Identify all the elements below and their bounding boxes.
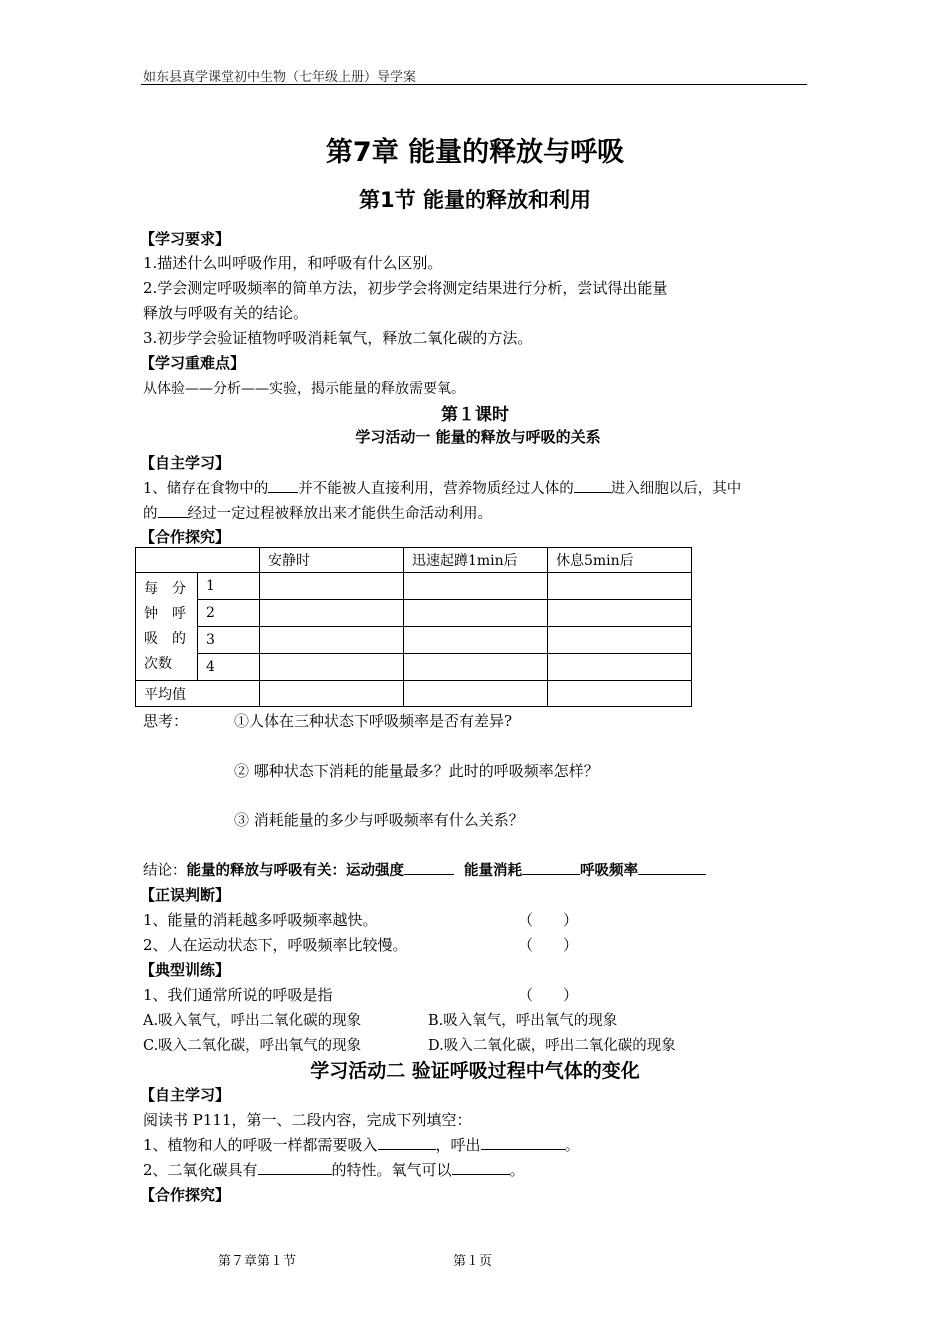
- chapter-title: 第7章 能量的释放与呼吸: [325, 137, 625, 168]
- row-label-line: 每 分: [144, 580, 186, 597]
- key-points-heading: 【学习重难点】: [140, 354, 246, 372]
- exhale-blank[interactable]: [481, 1135, 565, 1150]
- self-study-q1-line2: [143, 502, 492, 523]
- judge-2-answer[interactable]: （ ）: [518, 936, 579, 954]
- requirement-3: 3.初步学会验证植物呼吸消耗氧气，释放二氧化碳的方法。: [143, 329, 533, 347]
- requirement-2: 2.学会测定呼吸频率的简单方法，初步学会将测定结果进行分析，尝试得出能量: [143, 279, 668, 297]
- q1-text-a: 1、储存在食物中的: [143, 481, 269, 497]
- rate-blank[interactable]: [638, 860, 706, 875]
- judge-2: 2、人在运动状态下，呼吸频率比较慢。: [143, 936, 408, 954]
- judge-heading: 【正误判断】: [140, 886, 231, 904]
- energy-blank[interactable]: [522, 860, 580, 875]
- conclusion-prefix: 结论：: [143, 863, 187, 879]
- conclusion-line: [143, 859, 706, 880]
- trial-number: 1: [198, 573, 260, 600]
- section-title: 第1节 能量的释放和利用: [359, 188, 591, 212]
- table-cell[interactable]: [548, 681, 692, 707]
- requirement-2-cont: 释放与呼吸有关的结论。: [143, 304, 309, 322]
- q1-text-c: 进入细胞以后，其中: [610, 481, 742, 497]
- table-header-row: [136, 548, 692, 573]
- key-points-text: 从体验——分析——实验，揭示能量的释放需要氧。: [143, 381, 465, 397]
- table-cell[interactable]: [548, 654, 692, 681]
- conclusion-b: 能量消耗: [464, 863, 522, 879]
- fill-q1-b: ，呼出: [435, 1136, 481, 1154]
- fill-q1-a: 1、植物和人的呼吸一样都需要吸入: [143, 1136, 378, 1154]
- table-row: [136, 573, 692, 600]
- table-row: [136, 600, 692, 627]
- self-study-heading: 【自主学习】: [140, 454, 231, 472]
- fill-q2-a: 2、二氧化碳具有: [143, 1161, 258, 1179]
- page-header: 如东县真学课堂初中生物（七年级上册）导学案: [143, 70, 417, 85]
- option-a[interactable]: A.吸入氧气，呼出二氧化碳的现象: [143, 1013, 362, 1029]
- think-question-2: ② 哪种状态下消耗的能量最多？此时的呼吸频率怎样？: [234, 762, 599, 780]
- q1-blank-1[interactable]: [268, 478, 298, 493]
- trial-number: 4: [198, 654, 260, 681]
- self-study-heading-2: 【自主学习】: [140, 1086, 231, 1104]
- requirement-1: 1.描述什么叫呼吸作用，和呼吸有什么区别。: [143, 254, 443, 272]
- fill-q2-c: 。: [509, 1161, 525, 1179]
- column-header: 休息5min后: [548, 548, 692, 573]
- requirements-heading: 【学习要求】: [140, 230, 231, 248]
- table-cell[interactable]: [260, 600, 404, 627]
- intensity-blank[interactable]: [404, 860, 454, 875]
- table-cell[interactable]: [260, 654, 404, 681]
- trial-number: 2: [198, 600, 260, 627]
- conclusion-c: 呼吸频率: [580, 863, 638, 879]
- table-corner-cell: [136, 548, 260, 573]
- footer-page-number: 第１页: [453, 1254, 493, 1269]
- row-label-line: 吸 的: [144, 630, 186, 647]
- option-c[interactable]: C.吸入二氧化碳，呼出氧气的现象: [143, 1038, 362, 1054]
- training-heading: 【典型训练】: [140, 961, 231, 979]
- trial-number: 3: [198, 627, 260, 654]
- q1-blank-3[interactable]: [158, 503, 188, 518]
- q1-blank-2[interactable]: [574, 478, 611, 493]
- reading-instruction: 阅读书 P111，第一、二段内容，完成下列填空：: [143, 1111, 472, 1129]
- table-cell[interactable]: [548, 600, 692, 627]
- q1-text-d: 的: [143, 506, 158, 522]
- table-cell[interactable]: [548, 573, 692, 600]
- average-label: 平均值: [136, 681, 260, 707]
- fill-q2: [143, 1159, 525, 1180]
- lesson-label: 第１课时: [441, 405, 509, 425]
- coop-heading: 【合作探究】: [140, 528, 231, 546]
- oxygen-blank[interactable]: [452, 1160, 510, 1175]
- table-cell[interactable]: [404, 654, 548, 681]
- self-study-q1-line1: [143, 477, 741, 498]
- row-label-line: 次数: [144, 655, 172, 672]
- header-rule: [141, 84, 807, 85]
- table-row: [136, 654, 692, 681]
- activity-1-title: 学习活动一 能量的释放与呼吸的关系: [355, 428, 601, 446]
- column-header: 迅速起蹲1min后: [404, 548, 548, 573]
- breathing-rate-table: [135, 547, 692, 707]
- table-cell[interactable]: [404, 600, 548, 627]
- table-cell[interactable]: [548, 627, 692, 654]
- training-question: 1、我们通常所说的呼吸是指: [143, 986, 333, 1004]
- table-cell[interactable]: [260, 681, 404, 707]
- option-b[interactable]: B.吸入氧气，呼出氧气的现象: [428, 1013, 618, 1029]
- think-question-3: ③ 消耗能量的多少与呼吸频率有什么关系？: [234, 811, 524, 829]
- fill-q1-c: 。: [564, 1136, 580, 1154]
- training-answer[interactable]: （ ）: [518, 986, 579, 1004]
- table-row: [136, 627, 692, 654]
- activity-2-title: 学习活动二 验证呼吸过程中气体的变化: [310, 1060, 640, 1082]
- row-label-line: 钟 呼: [144, 605, 186, 622]
- table-row-average: [136, 681, 692, 707]
- table-cell[interactable]: [404, 627, 548, 654]
- conclusion-a: 能量的释放与呼吸有关：运动强度: [186, 863, 404, 879]
- coop-heading-2: 【合作探究】: [140, 1186, 231, 1204]
- judge-1: 1、能量的消耗越多呼吸频率越快。: [143, 911, 378, 929]
- co2-property-blank[interactable]: [258, 1160, 332, 1175]
- option-d[interactable]: D.吸入二氧化碳，呼出二氧化碳的现象: [428, 1038, 676, 1054]
- fill-q2-b: 的特性。氧气可以: [331, 1161, 452, 1179]
- table-cell[interactable]: [404, 573, 548, 600]
- table-cell[interactable]: [260, 573, 404, 600]
- q1-text-e: 经过一定过程被释放出来才能供生命活动利用。: [187, 506, 492, 522]
- table-cell[interactable]: [404, 681, 548, 707]
- column-header: 安静时: [260, 548, 404, 573]
- judge-1-answer[interactable]: （ ）: [518, 911, 579, 929]
- row-group-label: [136, 573, 198, 681]
- q1-text-b: 并不能被人直接利用，营养物质经过人体的: [298, 481, 574, 497]
- table-cell[interactable]: [260, 627, 404, 654]
- think-label: 思考：: [143, 712, 189, 730]
- think-question-1: ①人体在三种状态下呼吸频率是否有差异?: [234, 712, 513, 730]
- inhale-blank[interactable]: [378, 1135, 436, 1150]
- fill-q1: [143, 1134, 580, 1155]
- footer-section: 第７章第１节: [218, 1254, 297, 1269]
